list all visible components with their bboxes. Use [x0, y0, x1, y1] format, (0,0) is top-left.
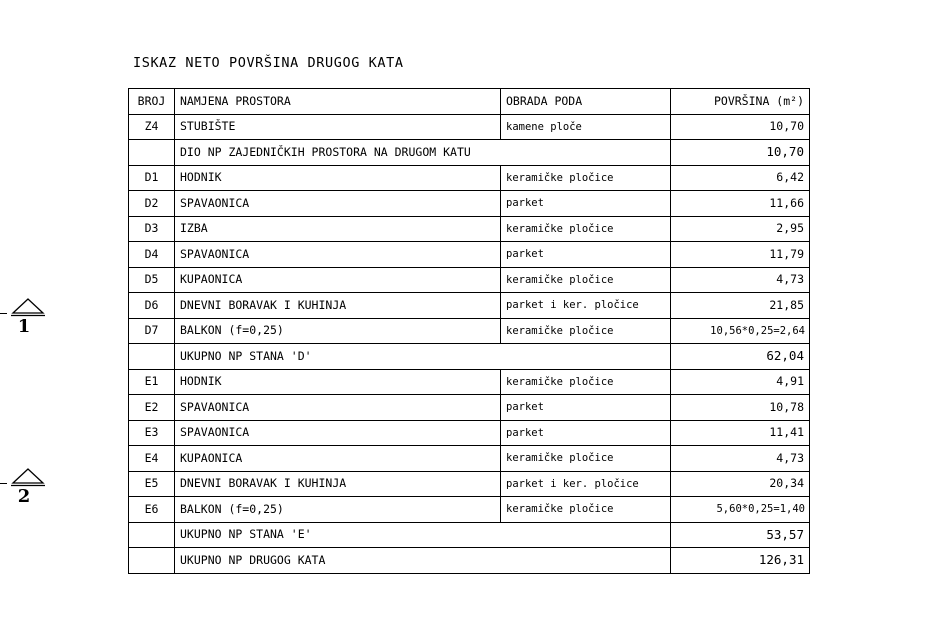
- level-triangle-icon: [8, 466, 48, 488]
- cell-obrada: keramičke pločice: [501, 369, 671, 395]
- cell-namjena: BALKON (f=0,25): [175, 318, 501, 344]
- cell-obrada: keramičke pločice: [501, 318, 671, 344]
- cell-povrsina: 11,66: [671, 191, 810, 217]
- cell-namjena: BALKON (f=0,25): [175, 497, 501, 523]
- cell-blank: [129, 548, 175, 574]
- table-row: [129, 395, 810, 421]
- table-row: [129, 216, 810, 242]
- cell-broj: Z4: [129, 114, 175, 140]
- cell-namjena: SPAVAONICA: [175, 420, 501, 446]
- cell-namjena: KUPAONICA: [175, 446, 501, 472]
- cell-broj: D6: [129, 293, 175, 319]
- subtotal-value: 62,04: [671, 344, 810, 370]
- cell-povrsina: 11,79: [671, 242, 810, 268]
- cell-obrada: parket i ker. pločice: [501, 471, 671, 497]
- cell-povrsina: 10,78: [671, 395, 810, 421]
- subtotal-label: DIO NP ZAJEDNIČKIH PROSTORA NA DRUGOM KATU: [175, 140, 671, 166]
- cell-namjena: KUPAONICA: [175, 267, 501, 293]
- cell-namjena: STUBIŠTE: [175, 114, 501, 140]
- total-row: [129, 548, 810, 574]
- table-row: [129, 242, 810, 268]
- cell-blank: [129, 344, 175, 370]
- cell-broj: E1: [129, 369, 175, 395]
- cell-obrada: kamene ploče: [501, 114, 671, 140]
- cell-broj: D5: [129, 267, 175, 293]
- cell-broj: E3: [129, 420, 175, 446]
- level-triangle-icon: [8, 296, 48, 318]
- subtotal-value: 53,57: [671, 522, 810, 548]
- cell-obrada: keramičke pločice: [501, 446, 671, 472]
- cell-blank: [129, 522, 175, 548]
- cell-obrada: parket: [501, 420, 671, 446]
- table-header-row: [129, 89, 810, 115]
- table-row: [129, 165, 810, 191]
- table-row: [129, 420, 810, 446]
- cell-broj: D1: [129, 165, 175, 191]
- table-row: [129, 471, 810, 497]
- cell-povrsina: 10,70: [671, 114, 810, 140]
- cell-broj: D3: [129, 216, 175, 242]
- table-row: [129, 191, 810, 217]
- cell-povrsina: 11,41: [671, 420, 810, 446]
- cell-obrada: keramičke pločice: [501, 497, 671, 523]
- cell-broj: E6: [129, 497, 175, 523]
- table-row: [129, 369, 810, 395]
- cell-namjena: DNEVNI BORAVAK I KUHINJA: [175, 471, 501, 497]
- cell-povrsina: 4,73: [671, 267, 810, 293]
- cell-obrada: parket i ker. pločice: [501, 293, 671, 319]
- cell-broj: D4: [129, 242, 175, 268]
- subtotal-label: UKUPNO NP STANA 'D': [175, 344, 671, 370]
- subtotal-value: 10,70: [671, 140, 810, 166]
- table-row: [129, 293, 810, 319]
- cell-namjena: SPAVAONICA: [175, 191, 501, 217]
- cell-namjena: HODNIK: [175, 369, 501, 395]
- cell-obrada: parket: [501, 395, 671, 421]
- section-marker: [0, 466, 48, 516]
- subtotal-row: [129, 522, 810, 548]
- header-obrada: OBRADA PODA: [501, 89, 671, 115]
- cell-broj: E2: [129, 395, 175, 421]
- cell-povrsina: 21,85: [671, 293, 810, 319]
- table-row: [129, 267, 810, 293]
- header-broj: BROJ: [129, 89, 175, 115]
- subtotal-label: UKUPNO NP STANA 'E': [175, 522, 671, 548]
- cell-namjena: SPAVAONICA: [175, 242, 501, 268]
- table-row: [129, 318, 810, 344]
- cell-povrsina: 4,73: [671, 446, 810, 472]
- cell-povrsina: 10,56*0,25=2,64: [671, 318, 810, 344]
- cell-povrsina: 6,42: [671, 165, 810, 191]
- table-row: [129, 114, 810, 140]
- area-table: [128, 88, 810, 574]
- cell-obrada: keramičke pločice: [501, 165, 671, 191]
- total-label: UKUPNO NP DRUGOG KATA: [175, 548, 671, 574]
- cell-obrada: keramičke pločice: [501, 216, 671, 242]
- marker-number: 1: [17, 316, 31, 337]
- cell-namjena: HODNIK: [175, 165, 501, 191]
- header-namjena: NAMJENA PROSTORA: [175, 89, 501, 115]
- cell-povrsina: 5,60*0,25=1,40: [671, 497, 810, 523]
- cell-namjena: DNEVNI BORAVAK I KUHINJA: [175, 293, 501, 319]
- cell-broj: D7: [129, 318, 175, 344]
- section-marker: [0, 296, 48, 346]
- table-row: [129, 497, 810, 523]
- cell-obrada: parket: [501, 191, 671, 217]
- cell-broj: E4: [129, 446, 175, 472]
- header-povrsina: POVRŠINA (m²): [671, 89, 810, 115]
- cell-broj: D2: [129, 191, 175, 217]
- cell-broj: E5: [129, 471, 175, 497]
- subtotal-row: [129, 140, 810, 166]
- subtotal-row: [129, 344, 810, 370]
- total-value: 126,31: [671, 548, 810, 574]
- cell-povrsina: 4,91: [671, 369, 810, 395]
- cell-blank: [129, 140, 175, 166]
- table-title: ISKAZ NETO POVRŠINA DRUGOG KATA: [133, 55, 404, 71]
- table-row: [129, 446, 810, 472]
- marker-tick: [0, 313, 7, 314]
- cell-obrada: keramičke pločice: [501, 267, 671, 293]
- cell-namjena: IZBA: [175, 216, 501, 242]
- cell-povrsina: 20,34: [671, 471, 810, 497]
- cell-namjena: SPAVAONICA: [175, 395, 501, 421]
- cell-povrsina: 2,95: [671, 216, 810, 242]
- cell-obrada: parket: [501, 242, 671, 268]
- marker-number: 2: [17, 486, 31, 507]
- marker-tick: [0, 483, 7, 484]
